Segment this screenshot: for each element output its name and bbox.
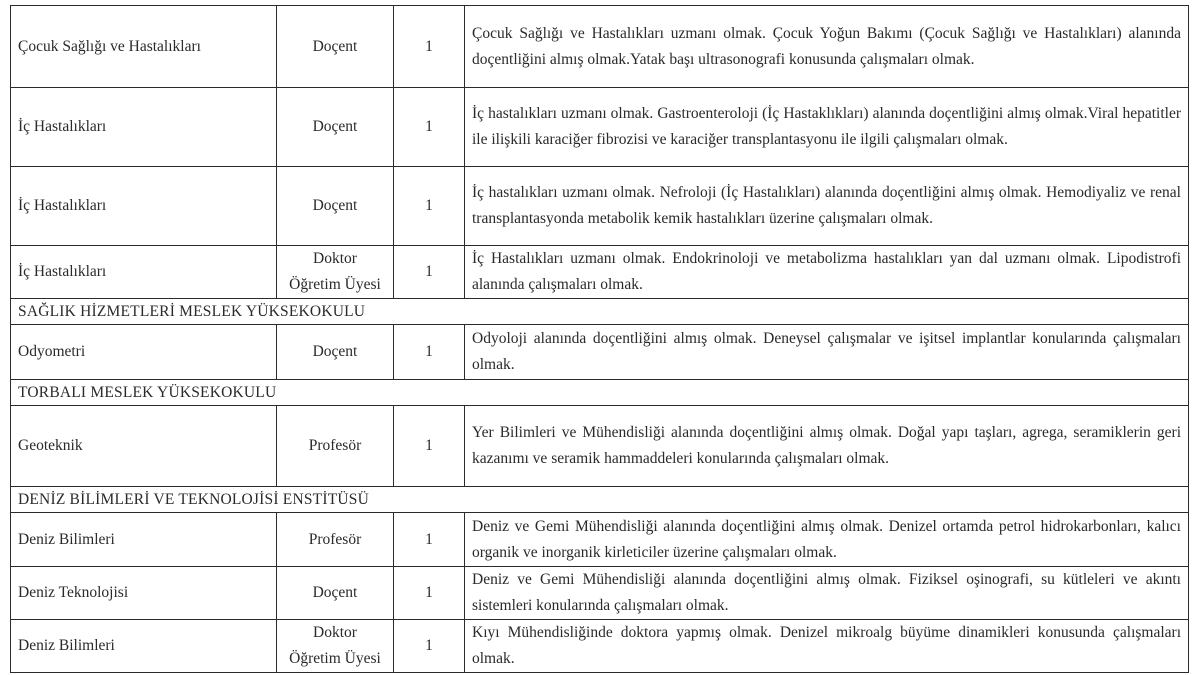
title-line: Profesör	[308, 530, 362, 548]
table-row	[11, 513, 1189, 567]
section-row	[11, 380, 1189, 406]
count-cell: 1	[394, 167, 465, 246]
table-row	[11, 6, 1189, 88]
count-cell: 1	[394, 567, 465, 620]
department-cell: Odyometri	[11, 325, 277, 380]
title-line: Doktor	[313, 250, 357, 267]
title-line: Doçent	[312, 37, 358, 55]
title-cell	[277, 325, 394, 380]
table-row	[11, 620, 1189, 673]
count-cell: 1	[394, 325, 465, 380]
table-row	[11, 325, 1189, 380]
description-cell: Çocuk Sağlığı ve Hastalıkları uzmanı olmak. Çocuk Yoğun Bakımı (Çocuk Sağlığı ve Hastalıkları) alanında doçentliğini almış olmak.Yatak başı ultrasonografi konusunda çalışmaları olmak.	[465, 6, 1189, 88]
count-cell: 1	[394, 6, 465, 88]
title-cell	[277, 620, 394, 673]
department-cell: Deniz Bilimleri	[11, 513, 277, 567]
section-row	[11, 487, 1189, 513]
title-cell	[277, 513, 394, 567]
count-cell: 1	[394, 513, 465, 567]
section-heading: SAĞLIK HİZMETLERİ MESLEK YÜKSEKOKULU	[11, 299, 1189, 325]
description-cell: İç hastalıkları uzmanı olmak. Nefroloji (İç Hastalıkları) alanında doçentliğini almış olmak. Hemodiyaliz ve renal transplantasyonda metabolik kemik hastalıkları üzerine çalışmaları olmak.	[465, 167, 1189, 246]
count-cell: 1	[394, 620, 465, 673]
section-heading: TORBALI MESLEK YÜKSEKOKULU	[11, 380, 1189, 406]
description-cell: Deniz ve Gemi Mühendisliği alanında doçentliğini almış olmak. Fiziksel oşinografi, su kütleleri ve akıntı sistemleri konularında çalışmaları olmak.	[465, 567, 1189, 620]
title-line: Profesör	[308, 437, 362, 454]
description-cell: Odyoloji alanında doçentliğini almış olmak. Deneysel çalışmalar ve işitsel implantlar konularında çalışmaları olmak.	[465, 325, 1189, 380]
department-cell: İç Hastalıkları	[11, 167, 277, 246]
section-row	[11, 299, 1189, 325]
count-cell: 1	[394, 88, 465, 167]
description-cell: Deniz ve Gemi Mühendisliği alanında doçentliğini almış olmak. Denizel ortamda petrol hidrokarbonları, kalıcı organik ve inorganik kirleticiler üzerine çalışmaları olmak.	[465, 513, 1189, 567]
table-row	[11, 567, 1189, 620]
description-cell: İç Hastalıkları uzmanı olmak. Endokrinoloji ve metabolizma hastalıkları yan dal uzmanı olmak. Lipodistrofi alanında çalışmaları olmak.	[465, 246, 1189, 299]
title-cell	[277, 246, 394, 299]
table-body	[11, 6, 1189, 673]
description-cell: İç hastalıkları uzmanı olmak. Gastroenteroloji (İç Hastaklıkları) alanında doçentliğini almış olmak.Viral hepatitler ile ilişkili karaciğer fibrozisi ve karaciğer transplantasyonu ile ilgili çalışmaları olmak.	[465, 88, 1189, 167]
title-line: Doçent	[312, 584, 358, 601]
section-heading: DENİZ BİLİMLERİ VE TEKNOLOJİSİ ENSTİTÜSÜ	[11, 487, 1189, 513]
count-cell: 1	[394, 246, 465, 299]
description-cell: Kıyı Mühendisliğinde doktora yapmış olmak. Denizel mikroalg büyüme dinamikleri konusunda çalışmaları olmak.	[465, 620, 1189, 673]
title-line: Doçent	[312, 343, 358, 360]
department-cell: Deniz Teknolojisi	[11, 567, 277, 620]
title-line: Doçent	[312, 118, 358, 135]
title-cell	[277, 567, 394, 620]
department-cell: İç Hastalıkları	[11, 246, 277, 299]
title-cell	[277, 167, 394, 246]
table-row	[11, 88, 1189, 167]
title-cell	[277, 406, 394, 487]
department-cell: Deniz Bilimleri	[11, 620, 277, 673]
title-cell	[277, 6, 394, 88]
table-row	[11, 167, 1189, 246]
faculty-positions-table	[10, 5, 1189, 673]
title-line: Doktor	[313, 624, 357, 641]
title-line: Doçent	[312, 197, 358, 214]
title-line: Öğretim Üyesi	[289, 276, 381, 293]
table-row	[11, 246, 1189, 299]
department-cell: İç Hastalıkları	[11, 88, 277, 167]
description-cell: Yer Bilimleri ve Mühendisliği alanında doçentliğini almış olmak. Doğal yapı taşları, agrega, seramiklerin geri kazanımı ve seramik hammaddeleri konularında çalışmaları olmak.	[465, 406, 1189, 487]
department-cell: Çocuk Sağlığı ve Hastalıkları	[11, 6, 277, 88]
table-row	[11, 406, 1189, 487]
count-cell: 1	[394, 406, 465, 487]
title-cell	[277, 88, 394, 167]
title-line: Öğretim Üyesi	[289, 650, 381, 667]
department-cell: Geoteknik	[11, 406, 277, 487]
